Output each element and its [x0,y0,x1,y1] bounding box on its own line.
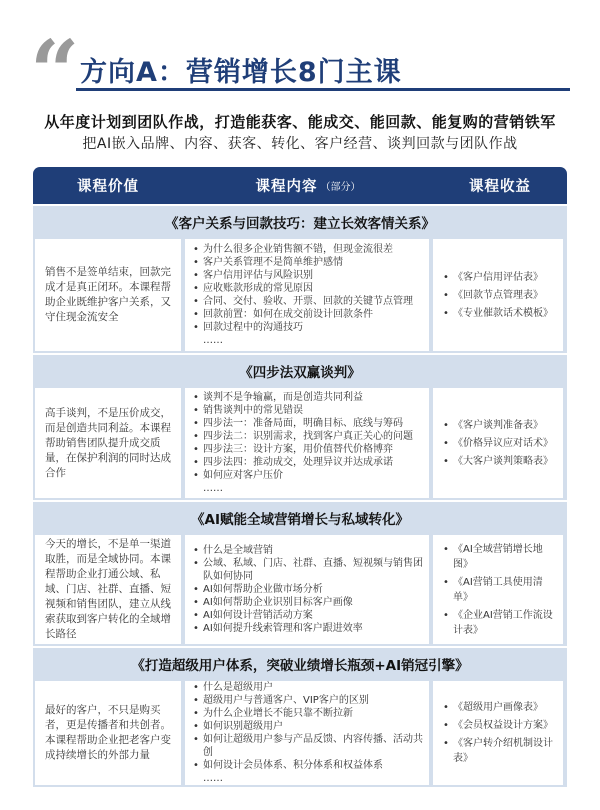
content-item: • 公域、私域、门店、社群、直播、短视频与销售团队如何协同 [193,557,425,583]
table-header [33,167,567,204]
content-item: • 什么是全域营销 [193,544,425,557]
content-item: • 四步法四：推动成交，处理异议并达成承诺 [193,456,413,469]
section-title: 《四步法双赢谈判》 [33,353,567,386]
section-row [33,386,567,500]
content-item: • 如何让超级用户参与产品反馈、内容传播、活动共创 [193,733,425,759]
benefit-item: • 《回款节点管理表》 [443,288,553,303]
course-content [185,388,429,498]
subtitle: 从年度计划到团队作战，打造能获客、能成交、能回款、能复购的营销铁军 [44,113,556,131]
content-item: • 如何识别超级用户 [193,720,425,733]
sub-subtitle: 把AI嵌入品牌、内容、获客、转化、客户经营、谈判回款与团队作战 [82,136,518,152]
page-title: 方向A：营销增长8门主课 [80,57,402,88]
benefit-item: • 《会员权益设计方案》 [443,718,557,733]
header-value: 课程价值 [77,179,139,195]
course-content [185,681,429,785]
content-item: • 四步法一：准备局面，明确目标、底线与筹码 [193,417,413,430]
benefit-item: • 《专业催款话术模板》 [443,306,553,321]
course-value: 销售不是签单结束，回款完成才是真正闭环。本课程帮助企业既维护客户关系，又守住现金流安全 [35,239,181,351]
benefit-item: • 《超级用户画像表》 [443,700,557,715]
course-value: 今天的增长，不是单一渠道取胜，而是全域协同。本课程帮助企业打通公域、私域、门店、社群、直播、短视频和销售团队，建立从线索获取到客户转化的全域增长路径 [35,535,181,644]
benefit-item: • 《企业AI营销工作流设计表》 [443,608,557,638]
quote-mark-icon: “ [30,22,66,123]
content-item: • AI如何提升线索管理和客户跟进效率 [193,622,425,635]
content-item: • 什么是超级用户 [193,681,425,694]
benefit-item: • 《客户信用评估表》 [443,270,553,285]
content-item: • AI如何帮助企业做市场分析 [193,583,425,596]
content-item: • 如何应对客户压价 [193,469,413,482]
course-content [185,239,429,351]
course-value: 高手谈判，不是压价成交，而是创造共同利益。本课程帮助销售团队提升成交质量，在保护利润的同时达成合作 [35,388,181,498]
content-item: • 如何设计会员体系、积分体系和权益体系 [193,759,425,772]
content-item: • 四步法三：设计方案，用价值替代价格博弈 [193,443,413,456]
content-item: • AI如何帮助企业识别目标客户画像 [193,596,425,609]
benefit-item: • 《价格异议应对话术》 [443,436,553,451]
content-item: • 回款过程中的沟通技巧 [193,321,413,334]
header-content-note: （部分） [320,182,361,193]
content-item: • 销售谈判中的常见错误 [193,404,413,417]
course-benefits [433,239,563,351]
content-ellipsis: …… [203,483,223,494]
course-benefits [433,388,563,498]
course-benefits [433,681,563,785]
course-benefits [433,535,563,644]
section-row [33,679,567,787]
content-ellipsis: …… [203,335,223,346]
benefit-item: • 《AI营销工具使用清单》 [443,575,557,605]
content-item: • 合同、交付、验收、开票、回款的关键节点管理 [193,295,413,308]
header-content [183,167,433,204]
benefit-item: • 《AI全域营销增长地图》 [443,542,557,572]
section-title: 《AI赋能全域营销增长与私域转化》 [33,500,567,533]
section-row [33,533,567,646]
content-item: • AI如何设计营销活动方案 [193,609,425,622]
section-row [33,237,567,353]
content-item: • 为什么很多企业销售额不错，但现金流很差 [193,243,413,256]
course-value: 最好的客户，不只是购买者，更是传播者和共创者。本课程帮助企业把老客户变成持续增长的外部力量 [35,681,181,785]
course-table [33,167,567,787]
title-underline [76,88,570,91]
content-item: • 超级用户与普通客户、VIP客户的区别 [193,694,425,707]
content-item: • 回款前置：如何在成交前设计回款条件 [193,308,413,321]
header-content-label: 课程内容 [255,179,318,195]
content-ellipsis: …… [203,773,223,784]
content-item: • 应收账款形成的常见原因 [193,282,413,295]
course-content [185,535,429,644]
benefit-item: • 《大客户谈判策略表》 [443,454,553,469]
benefit-item: • 《客户转介绍机制设计表》 [443,736,557,766]
content-item: • 客户关系管理不是简单维护感情 [193,256,413,269]
content-item: • 四步法二：识别需求，找到客户真正关心的问题 [193,430,413,443]
benefit-item: • 《客户谈判准备表》 [443,418,553,433]
header-benefit: 课程收益 [469,179,531,195]
content-item: • 为什么企业增长不能只靠不断拉新 [193,707,425,720]
section-title: 《客户关系与回款技巧：建立长效客情关系》 [33,204,567,237]
section-title: 《打造超级用户体系，突破业绩增长瓶颈+AI销冠引擎》 [33,646,567,679]
content-item: • 谈判不是争输赢，而是创造共同利益 [193,391,413,404]
content-item: • 客户信用评估与风险识别 [193,269,413,282]
